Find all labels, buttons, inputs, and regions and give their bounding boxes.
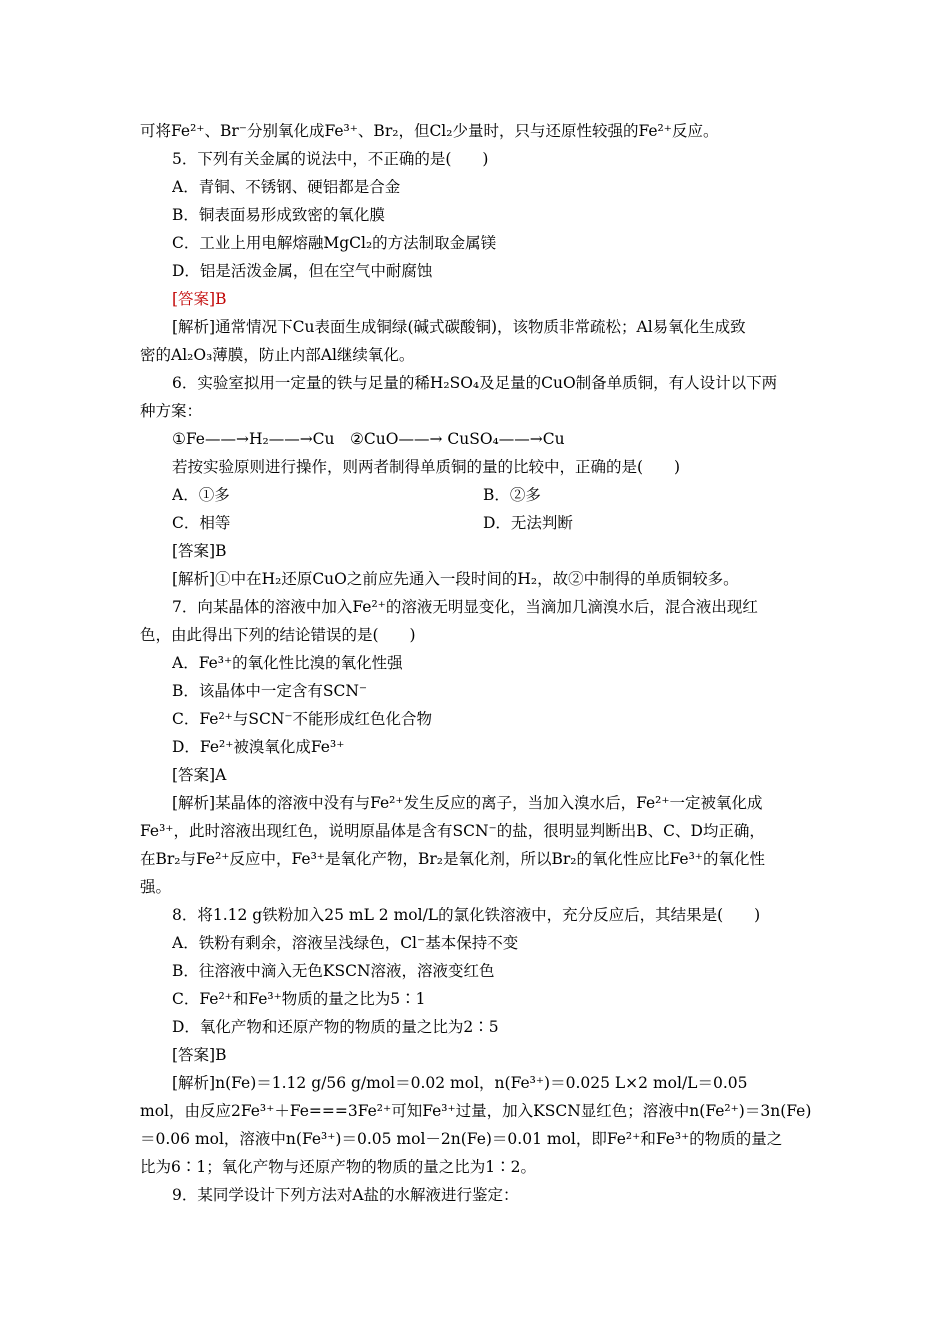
option-b: B．铜表面易形成致密的氧化膜 (172, 206, 385, 224)
text-line: 密的Al₂O₃薄膜，防止内部Al继续氧化。 (140, 346, 415, 364)
option-b: B．该晶体中一定含有SCN⁻ (172, 682, 368, 700)
answer-7: [答案]A (172, 766, 227, 784)
text-line: Fe³⁺，此时溶液出现红色，说明原晶体是含有SCN⁻的盐，很明显判断出B、C、D均正确， (140, 822, 765, 840)
answer-5: [答案]B (172, 290, 227, 308)
option-d: D．无法判断 (483, 514, 573, 532)
option-d: D．铝是活泼金属，但在空气中耐腐蚀 (172, 262, 433, 280)
option-a: A．Fe³⁺的氧化性比溴的氧化性强 (172, 654, 403, 672)
scheme-line: ①Fe——→H₂——→Cu ②CuO——→ CuSO₄——→Cu (172, 430, 565, 448)
question-6: 6．实验室拟用一定量的铁与足量的稀H₂SO₄及足量的CuO制备单质铜，有人设计以下两 (172, 374, 778, 392)
analysis-6: [解析]①中在H₂还原CuO之前应先通入一段时间的H₂，故②中制得的单质铜较多。 (172, 570, 739, 588)
question-8: 8．将1.12 g铁粉加入25 mL 2 mol/L的氯化铁溶液中，充分反应后，其结果是( ) (172, 906, 761, 924)
option-c: C．工业上用电解熔融MgCl₂的方法制取金属镁 (172, 234, 497, 252)
text-line: 强。 (140, 878, 172, 896)
question-9: 9．某同学设计下列方法对A盐的水解液进行鉴定： (172, 1186, 519, 1204)
text-line: 在Br₂与Fe²⁺反应中，Fe³⁺是氧化产物，Br₂是氧化剂，所以Br₂的氧化性应比Fe³⁺的氧化性 (140, 850, 765, 868)
text-line: 可将Fe²⁺、Br⁻分别氧化成Fe³⁺、Br₂，但Cl₂少量时，只与还原性较强的Fe²⁺反应。 (140, 122, 719, 140)
option-d: D．氧化产物和还原产物的物质的量之比为2∶5 (172, 1018, 499, 1036)
text-line: ＝0.06 mol，溶液中n(Fe³⁺)＝0.05 mol－2n(Fe)＝0.01 mol，即Fe²⁺和Fe³⁺的物质的量之 (140, 1130, 783, 1148)
option-b: B．往溶液中滴入无色KSCN溶液，溶液变红色 (172, 962, 495, 980)
option-c: C．相等 (172, 514, 231, 532)
answer-6: [答案]B (172, 542, 227, 560)
option-d: D．Fe²⁺被溴氧化成Fe³⁺ (172, 738, 345, 756)
text-line: 若按实验原则进行操作，则两者制得单质铜的量的比较中，正确的是( ) (172, 458, 681, 476)
text-line: 色，由此得出下列的结论错误的是( ) (140, 626, 416, 644)
question-5: 5．下列有关金属的说法中，不正确的是( ) (172, 150, 489, 168)
option-a: A．①多 (172, 486, 230, 504)
analysis-8: [解析]n(Fe)＝1.12 g/56 g/mol＝0.02 mol，n(Fe³⁺)＝0.025 L×2 mol/L＝0.05 (172, 1074, 748, 1092)
option-b: B．②多 (483, 486, 541, 504)
text-line: mol，由反应2Fe³⁺＋Fe===3Fe²⁺可知Fe³⁺过量，加入KSCN显红色；溶液中n(Fe²⁺)＝3n(Fe) (140, 1102, 812, 1120)
question-7: 7．向某晶体的溶液中加入Fe²⁺的溶液无明显变化，当滴加几滴溴水后，混合液出现红 (172, 598, 758, 616)
text-line: 种方案： (140, 402, 203, 420)
analysis-7: [解析]某晶体的溶液中没有与Fe²⁺发生反应的离子，当加入溴水后，Fe²⁺一定被氧化成 (172, 794, 763, 812)
text-line: 比为6∶1；氧化产物与还原产物的物质的量之比为1∶2。 (140, 1158, 536, 1176)
option-a: A．青铜、不锈钢、硬铝都是合金 (172, 178, 401, 196)
option-a: A．铁粉有剩余，溶液呈浅绿色，Cl⁻基本保持不变 (172, 934, 519, 952)
answer-8: [答案]B (172, 1046, 227, 1064)
option-c: C．Fe²⁺和Fe³⁺物质的量之比为5∶1 (172, 990, 426, 1008)
option-c: C．Fe²⁺与SCN⁻不能形成红色化合物 (172, 710, 433, 728)
analysis-5: [解析]通常情况下Cu表面生成铜绿(碱式碳酸铜)，该物质非常疏松；Al易氧化生成致 (172, 318, 746, 336)
